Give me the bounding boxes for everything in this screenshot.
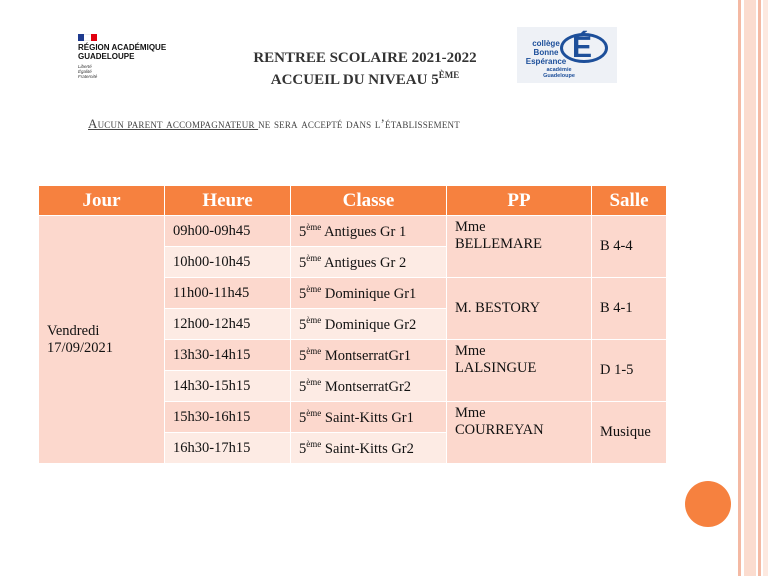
border-stripe — [763, 0, 768, 576]
college-logo — [517, 27, 617, 83]
class-level: 5 — [299, 223, 307, 240]
heure-cell: 16h30-17h15 — [165, 433, 291, 464]
region-name-line2: GUADELOUPE — [78, 52, 135, 61]
title-line2 — [230, 67, 500, 89]
title-line2-text: ACCUEIL DU NIVEAU 5 — [270, 72, 439, 88]
classe-cell — [291, 278, 447, 309]
decorative-circle — [685, 481, 731, 527]
class-sup: ème — [306, 345, 322, 356]
logo-letter: É — [572, 31, 593, 64]
pp-cell — [447, 340, 592, 402]
border-stripe — [744, 0, 756, 576]
class-name: MontserratGr1 — [324, 347, 412, 364]
salle-cell: B 4-4 — [592, 216, 667, 278]
heure-cell: 12h00-12h45 — [165, 309, 291, 340]
motto-fraternite: Fraternité — [78, 74, 98, 79]
header-heure: Heure — [165, 186, 291, 216]
pp-cell — [447, 278, 592, 340]
title-line1: RENTREE SCOLAIRE 2021-2022 — [253, 50, 477, 66]
salle-cell: D 1-5 — [592, 340, 667, 402]
college-name — [521, 39, 571, 66]
salle-cell: Musique — [592, 402, 667, 464]
border-stripe — [758, 0, 761, 576]
heure-cell: 15h30-16h15 — [165, 402, 291, 433]
pp-line2: LALSINGUE — [455, 360, 537, 376]
pp-line1: Mme — [455, 343, 486, 359]
class-level: 5 — [299, 409, 307, 426]
notice-text — [88, 116, 460, 132]
college-name-line1: collège — [532, 39, 560, 48]
french-flag-icon — [78, 34, 97, 41]
header-pp: PP — [447, 186, 592, 216]
college-academy — [539, 67, 579, 79]
class-name: Saint-Kitts Gr1 — [324, 409, 414, 426]
motto-liberte: Liberté — [78, 64, 92, 69]
header-salle: Salle — [592, 186, 667, 216]
class-level: 5 — [299, 316, 307, 333]
pp-cell — [447, 216, 592, 278]
schedule-table — [38, 185, 667, 464]
header-classe: Classe — [291, 186, 447, 216]
pp-line2: BELLEMARE — [455, 236, 542, 252]
class-sup: ème — [306, 252, 322, 263]
class-level: 5 — [299, 347, 307, 364]
salle-cell: B 4-1 — [592, 278, 667, 340]
class-sup: ème — [306, 376, 322, 387]
classe-cell — [291, 247, 447, 278]
college-acad-line1: académie — [546, 67, 572, 73]
class-sup: ème — [306, 438, 322, 449]
class-name: MontserratGr2 — [324, 378, 412, 395]
classe-cell — [291, 433, 447, 464]
class-sup: ème — [306, 283, 322, 294]
pp-line1: Mme — [455, 219, 486, 235]
college-name-line2: Bonne — [533, 48, 559, 57]
class-sup: ème — [306, 407, 322, 418]
page-title — [230, 50, 500, 89]
jour-date: 17/09/2021 — [47, 339, 114, 356]
heure-cell: 13h30-14h15 — [165, 340, 291, 371]
class-level: 5 — [299, 285, 307, 302]
class-level: 5 — [299, 254, 307, 271]
class-sup: ème — [306, 221, 322, 232]
pp-line1: M. BESTORY — [455, 300, 541, 316]
college-acad-line2: Guadeloupe — [543, 73, 575, 79]
border-stripe — [738, 0, 741, 576]
heure-cell: 09h00-09h45 — [165, 216, 291, 247]
heure-cell: 14h30-15h15 — [165, 371, 291, 402]
class-name: Saint-Kitts Gr2 — [324, 440, 414, 457]
table-row — [39, 216, 667, 247]
class-name: Dominique Gr2 — [324, 316, 417, 333]
heure-cell: 11h00-11h45 — [165, 278, 291, 309]
table-header-row — [39, 186, 667, 216]
jour-day: Vendredi — [47, 322, 100, 339]
title-sup: ÈME — [438, 70, 460, 80]
region-logo — [78, 34, 166, 79]
classe-cell — [291, 216, 447, 247]
notice-underlined: Aucun parent accompagnateur — [88, 116, 259, 131]
jour-cell — [39, 216, 165, 464]
motto-egalite: Égalité — [78, 69, 92, 74]
class-level: 5 — [299, 378, 307, 395]
college-name-line3: Espérance — [525, 57, 567, 66]
heure-cell: 10h00-10h45 — [165, 247, 291, 278]
classe-cell — [291, 309, 447, 340]
class-sup: ème — [306, 314, 322, 325]
pp-cell — [447, 402, 592, 464]
pp-line2: COURREYAN — [455, 422, 544, 438]
class-name: Antigues Gr 2 — [324, 254, 407, 271]
pp-line1: Mme — [455, 405, 486, 421]
classe-cell — [291, 371, 447, 402]
class-name: Dominique Gr1 — [324, 285, 417, 302]
classe-cell — [291, 402, 447, 433]
class-name: Antigues Gr 1 — [324, 223, 407, 240]
region-name-line1: RÉGION ACADÉMIQUE — [78, 43, 167, 52]
notice-rest: ne sera accepté dans l’établissement — [258, 116, 460, 131]
classe-cell — [291, 340, 447, 371]
class-level: 5 — [299, 440, 307, 457]
header-jour: Jour — [39, 186, 165, 216]
